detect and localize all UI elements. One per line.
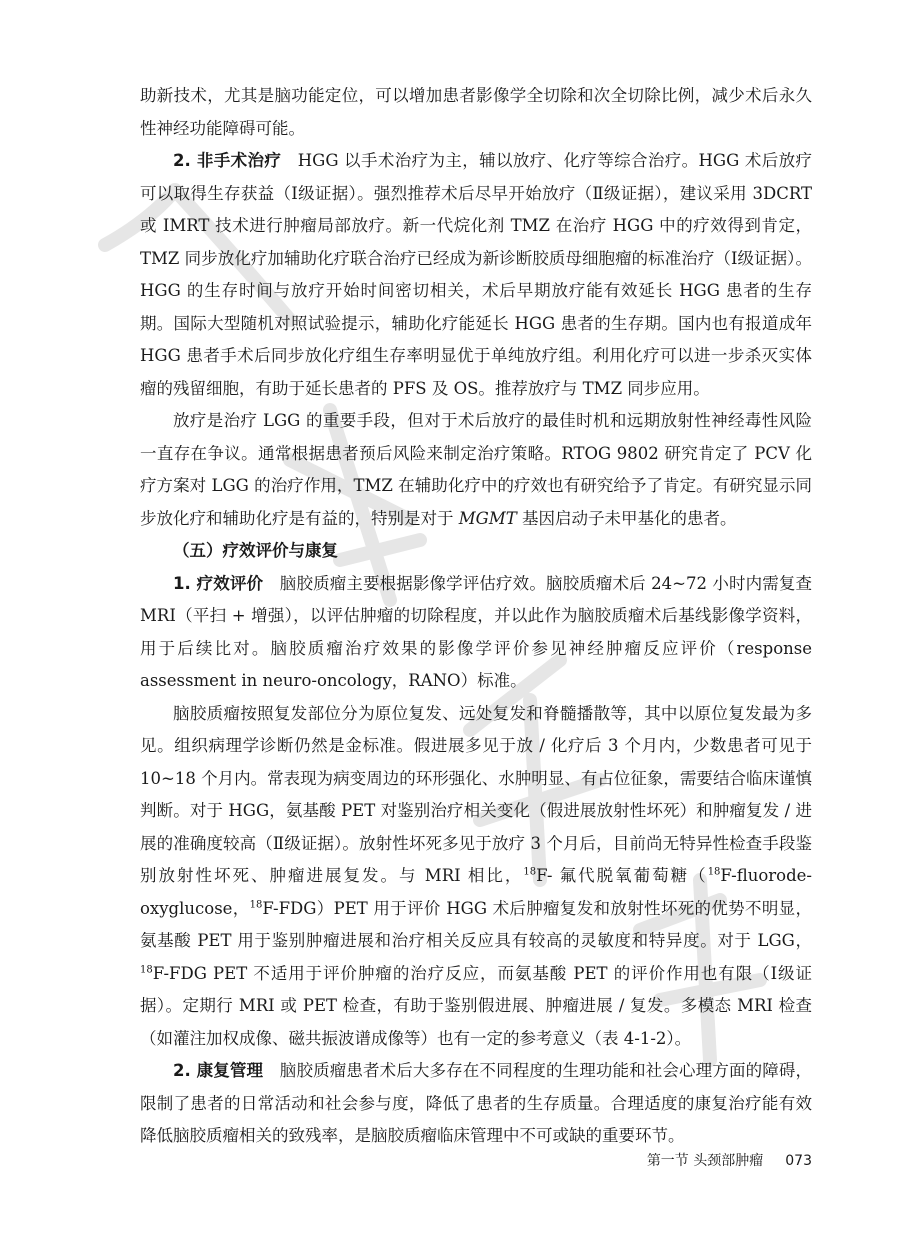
subheading-rehabilitation: 2. 康复管理 [173, 1061, 264, 1080]
paragraph-text: 脑胶质瘤主要根据影像学评估疗效。脑胶质瘤术后 24~72 小时内需复查 MRI（平扫 + 增强），以评估肿瘤的切除程度，并以此作为脑胶质瘤术后基线影像学资料，用于后续比对。脑胶质瘤治疗效果的影像学评价参见神经肿瘤反应评价（response assessment in neuro-oncology，RANO）标准。 [140, 573, 812, 690]
superscript: 18 [523, 866, 537, 878]
paragraph-efficacy-evaluation [140, 568, 812, 698]
subheading-efficacy-evaluation: 1. 疗效评价 [173, 573, 264, 593]
article-body [140, 80, 812, 1153]
subheading-non-surgical-treatment: 2. 非手术治疗 [173, 151, 282, 170]
paragraph-rehabilitation [140, 1055, 812, 1153]
text-run: F-FDG PET 不适用于评价肿瘤的治疗反应，而氨基酸 PET 的评价作用也有限（Ⅰ级证据）。定期行 MRI 或 PET 检查，有助于鉴别假进展、肿瘤进展 / 复发。多模态 MRI 检查（如灌注加权成像、磁共振波谱成像等）也有一定的参考意义（表 4-1-2）。 [140, 963, 812, 1048]
text-run: 基因启动子未甲基化的患者。 [516, 508, 737, 528]
paragraph-non-surgical-treatment [140, 145, 812, 405]
text-run: F-FDG）PET 用于评价 HGG 术后肿瘤复发和放射性坏死的优势不明显，氨基酸 PET 用于鉴别肿瘤进展和治疗相关反应具有较高的灵敏度和特异度。对于 LGG， [140, 898, 812, 950]
page-number: 073 [785, 1153, 812, 1169]
superscript: 18 [707, 866, 721, 878]
paragraph-text: 脑胶质瘤患者术后大多存在不同程度的生理功能和社会心理方面的障碍，限制了患者的日常活动和社会参与度，降低了患者的生存质量。合理适度的康复治疗能有效降低脑胶质瘤相关的致残率，是脑胶质瘤临床管理中不可或缺的重要环节。 [140, 1061, 812, 1145]
paragraph-lgg-radiotherapy [140, 405, 812, 535]
text-run: F- 氟代脱氧葡萄糖（ [536, 866, 708, 885]
section-heading: （五）疗效评价与康复 [173, 541, 338, 560]
text-run: 脑胶质瘤按照复发部位分为原位复发、远处复发和脊髓播散等，其中以原位复发最为多见。组织病理学诊断仍然是金标准。假进展多见于放 / 化疗后 3 个月内，少数患者可见于 10~18 个月内。常表现为病变周边的环形强化、水肿明显、有占位征象，需要结合临床谨慎判断。对于 HGG，氨基酸 PET 对鉴别治疗相关变化（假进展放射性坏死）和肿瘤复发 / 进展的准确度较高（Ⅱ级证据）。放射性坏死多见于放疗 3 个月后，目前尚无特异性检查手段鉴别放射性坏死、肿瘤进展复发。与 MRI 相比， [140, 703, 812, 885]
paragraph-text: HGG 以手术治疗为主，辅以放疗、化疗等综合治疗。HGG 术后放疗可以取得生存获益（Ⅰ级证据）。强烈推荐术后尽早开始放疗（Ⅱ级证据），建议采用 3DCRT 或 IMRT 技术进行肿瘤局部放疗。新一代烷化剂 TMZ 在治疗 HGG 中的疗效得到肯定，TMZ 同步放化疗加辅助化疗联合治疗已经成为新诊断胶质母细胞瘤的标准治疗（Ⅰ级证据）。HGG 的生存时间与放疗开始时间密切相关，术后早期放疗能有效延长 HGG 患者的生存期。国际大型随机对照试验提示，辅助化疗能延长 HGG 患者的生存期。国内也有报道成年 HGG 患者手术后同步放化疗组生存率明显优于单纯放疗组。利用化疗可以进一步杀灭实体瘤的残留细胞，有助于延长患者的 PFS 及 OS。推荐放疗与 TMZ 同步应用。 [140, 151, 812, 398]
text-run: 放疗是治疗 LGG 的重要手段，但对于术后放疗的最佳时机和远期放射性神经毒性风险一直存在争议。通常根据患者预后风险来制定治疗策略。RTOG 9802 研究肯定了 PCV 化疗方案对 LGG 的治疗作用，TMZ 在辅助化疗中的疗效也有研究给予了肯定。有研究显示同步放化疗和辅助化疗是有益的，特别是对于 [140, 411, 812, 528]
paragraph-recurrence [140, 698, 812, 1056]
paragraph: 助新技术，尤其是脑功能定位，可以增加患者影像学全切除和次全切除比例，减少术后永久性神经功能障碍可能。 [140, 86, 812, 138]
superscript: 18 [140, 964, 153, 975]
gene-name: MGMT [458, 508, 517, 528]
text-run: F-fluorode-oxyglucose， [140, 866, 812, 918]
page-footer [140, 1150, 812, 1170]
running-footer-section: 第一节 头颈部肿瘤 [646, 1153, 764, 1169]
superscript: 18 [249, 899, 263, 910]
